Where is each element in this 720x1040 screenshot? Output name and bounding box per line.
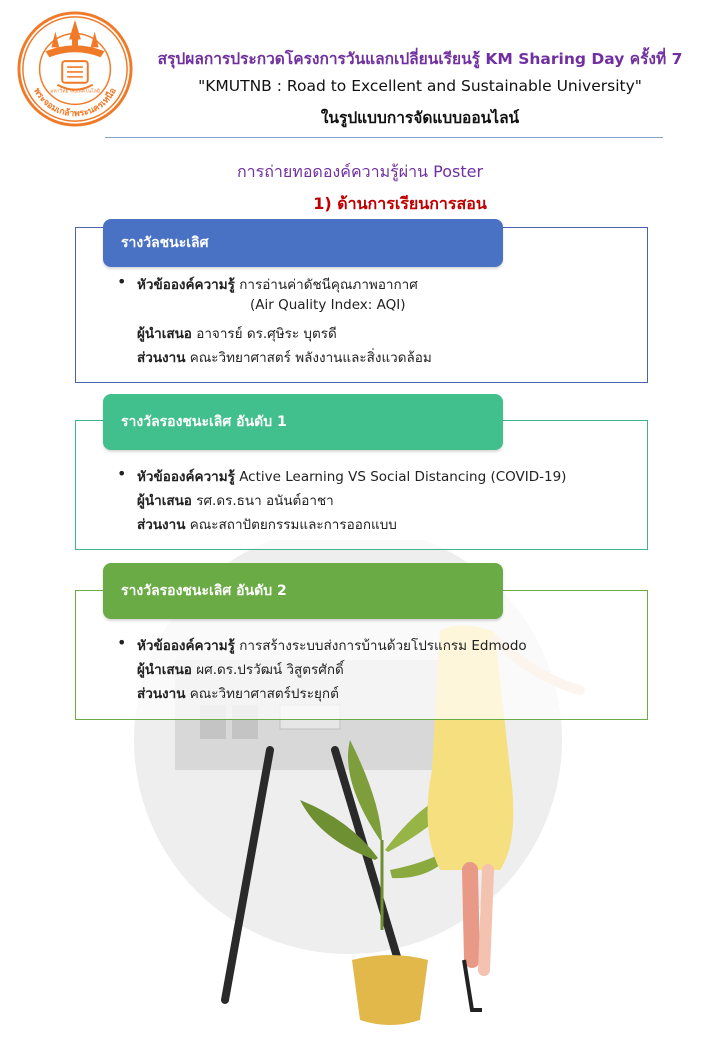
award-2-topic: Active Learning VS Social Distancing (COVID-19)	[239, 469, 567, 485]
award-3-topic-label: หัวข้อองค์ความรู้	[137, 638, 235, 654]
award-3-tab-label: รางวัลรองชนะเลิศ อันดับ 2	[121, 583, 287, 599]
award-2-bullet-icon: •	[117, 464, 127, 483]
logo-inner-text: มหาวิทยาลัยเทคโนโลยี	[50, 88, 100, 95]
award-1-presenter: อาจารย์ ดร.ศุษิระ บุตรดี	[196, 326, 337, 342]
header-slogan: "KMUTNB : Road to Excellent and Sustainable University"	[198, 77, 642, 95]
award-3-topic: การสร้างระบบส่งการบ้านด้วยโปรแกรม Edmodo	[239, 638, 527, 654]
award-2-tab	[103, 394, 503, 450]
award-1-presenter-row	[137, 322, 337, 344]
award-3-topic-row	[137, 634, 527, 656]
award-3-dept-row	[137, 682, 339, 704]
award-3-dept-label: ส่วนงาน	[137, 686, 186, 702]
award-2-dept-row	[137, 513, 397, 535]
header-title: สรุปผลการประกวดโครงการวันแลกเปลี่ยนเรียนรู้ KM Sharing Day ครั้งที่ 7	[157, 50, 683, 68]
header-format: ในรูปแบบการจัดแบบออนไลน์	[320, 109, 520, 127]
award-1-topic-label: หัวข้อองค์ความรู้	[137, 277, 235, 293]
university-seal-logo	[16, 10, 134, 128]
logo-ring-text: พระจอมเกล้าพระนครเหนือ	[31, 86, 119, 120]
award-1-dept: คณะวิทยาศาสตร์ พลังงานและสิ่งแวดล้อม	[189, 350, 432, 366]
award-2-presenter-label: ผู้นำเสนอ	[137, 493, 192, 509]
award-1-dept-label: ส่วนงาน	[137, 350, 186, 366]
award-1-bullet-icon: •	[117, 272, 127, 291]
award-1-topic-line2: (Air Quality Index: AQI)	[250, 297, 406, 313]
award-1-presenter-label: ผู้นำเสนอ	[137, 326, 192, 342]
award-2-tab-label: รางวัลรองชนะเลิศ อันดับ 1	[121, 414, 287, 430]
award-3-presenter-row	[137, 658, 344, 680]
award-1-tab	[103, 219, 503, 267]
award-3-presenter-label: ผู้นำเสนอ	[137, 662, 192, 678]
award-2-presenter-row	[137, 489, 334, 511]
award-1-topic: การอ่านค่าดัชนีคุณภาพอากาศ	[239, 277, 418, 293]
award-3-dept: คณะวิทยาศาสตร์ประยุกต์	[189, 686, 339, 702]
award-3-tab	[103, 563, 503, 619]
award-2-topic-label: หัวข้อองค์ความรู้	[137, 469, 235, 485]
header-divider	[105, 137, 663, 138]
section-title: 1) ด้านการเรียนการสอน	[313, 194, 487, 213]
award-2-dept: คณะสถาปัตยกรรมและการออกแบบ	[189, 517, 397, 533]
award-2-dept-label: ส่วนงาน	[137, 517, 186, 533]
award-2-presenter: รศ.ดร.ธนา อนันต์อาชา	[196, 493, 334, 509]
subtitle: การถ่ายทอดองค์ความรู้ผ่าน Poster	[236, 162, 484, 181]
award-1-tab-label: รางวัลชนะเลิศ	[121, 235, 209, 251]
award-3-presenter: ผศ.ดร.ปรวัฒน์ วิสูตรศักดิ์	[196, 662, 344, 678]
award-2-topic-row	[137, 465, 566, 487]
award-1-dept-row	[137, 346, 432, 368]
award-1-topic-row	[137, 273, 418, 295]
award-3-bullet-icon: •	[117, 633, 127, 652]
